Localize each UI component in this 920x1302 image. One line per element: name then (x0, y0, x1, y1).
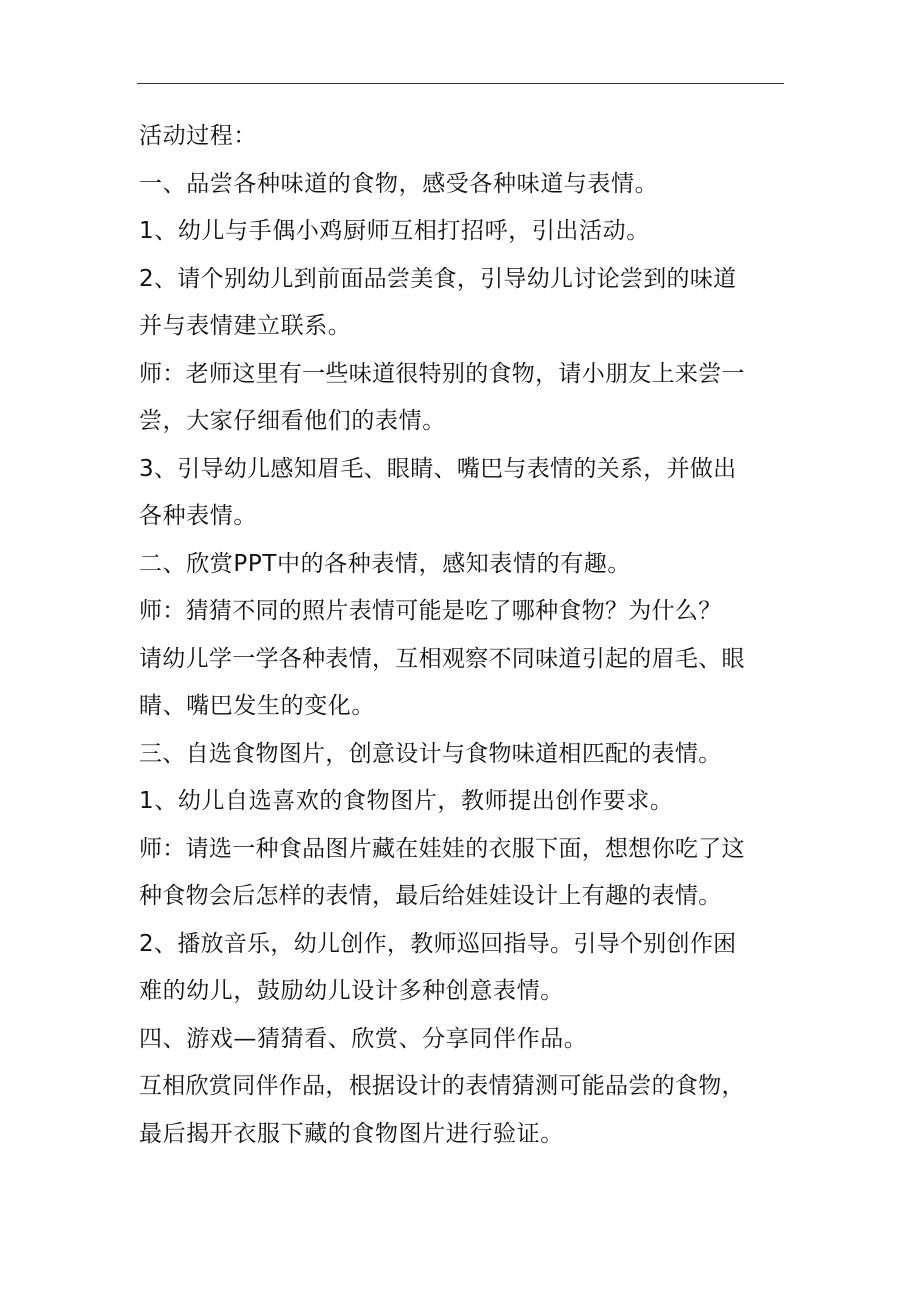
header-rule (137, 83, 784, 84)
paragraph-line: 师：老师这里有一些味道很特别的食物，请小朋友上来尝一 (139, 360, 745, 387)
paragraph-line: 请幼儿学一学各种表情，互相观察不同味道引起的眉毛、眼 (139, 645, 745, 672)
paragraph-line: 3、引导幼儿感知眉毛、眼睛、嘴巴与表情的关系，并做出 (139, 455, 737, 482)
paragraph-line: 2、播放音乐，幼儿创作，教师巡回指导。引导个别创作困 (139, 930, 737, 957)
paragraph-line: 种食物会后怎样的表情，最后给娃娃设计上有趣的表情。 (139, 883, 722, 909)
paragraph-line: 师：请选一种食品图片藏在娃娃的衣服下面，想想你吃了这 (139, 835, 745, 862)
paragraph-line: 1、幼儿与手偶小鸡厨师互相打招呼，引出活动。 (139, 218, 650, 244)
paragraph-line: 1、幼儿自选喜欢的食物图片，教师提出创作要求。 (139, 788, 674, 814)
step-heading-1: 一、品尝各种味道的食物，感受各种味道与表情。 (139, 170, 659, 197)
paragraph-line: 互相欣赏同伴作品，根据设计的表情猜测可能品尝的食物， (139, 1073, 745, 1099)
section-heading-process: 活动过程： (139, 123, 257, 149)
paragraph-line: 师：猜猜不同的照片表情可能是吃了哪种食物？为什么？ (139, 598, 722, 624)
paragraph-line: 各种表情。 (139, 503, 257, 529)
step-heading-3: 三、自选食物图片，创意设计与食物味道相匹配的表情。 (139, 740, 722, 767)
paragraph-line: 尝，大家仔细看他们的表情。 (139, 408, 446, 434)
paragraph-line: 最后揭开衣服下藏的食物图片进行验证。 (139, 1120, 564, 1147)
paragraph-line: 2、请个别幼儿到前面品尝美食，引导幼儿讨论尝到的味道 (139, 265, 737, 292)
step-heading-2: 二、欣赏PPT中的各种表情，感知表情的有趣。 (139, 550, 631, 577)
paragraph-line: 睛、嘴巴发生的变化。 (139, 693, 375, 719)
paragraph-line: 并与表情建立联系。 (139, 313, 352, 339)
step-heading-4: 四、游戏—猜猜看、欣赏、分享同伴作品。 (139, 1025, 588, 1052)
paragraph-line: 难的幼儿，鼓励幼儿设计多种创意表情。 (139, 978, 564, 1004)
document-body (139, 113, 787, 1158)
